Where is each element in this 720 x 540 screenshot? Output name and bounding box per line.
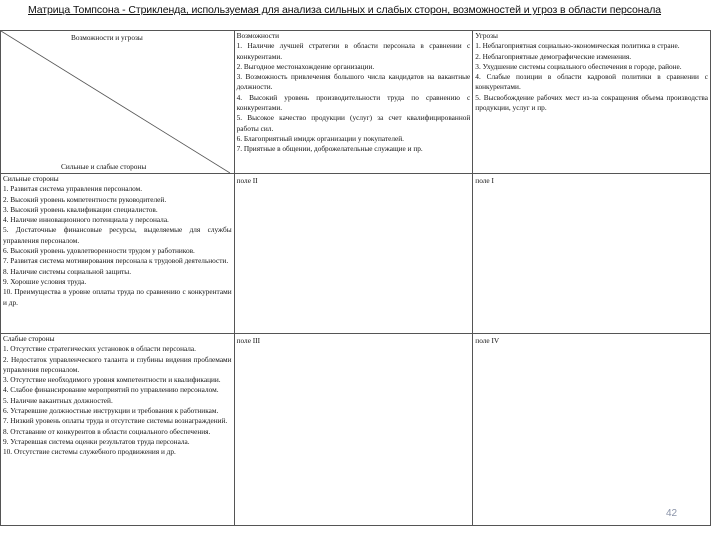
list-item: 3. Отсутствие необходимого уровня компетентности и квалификации. bbox=[3, 375, 221, 385]
list-item: 6. Устаревшие должностные инструкции и требования к работникам. bbox=[3, 406, 219, 416]
list-item: 10. Преимущества в уровне оплаты труда по сравнению с конкурентами и др. bbox=[3, 287, 232, 307]
list-item: 2. Недостаток управленческого таланта и глубины видения проблемами управления персоналом. bbox=[3, 354, 232, 374]
field-2-cell bbox=[234, 174, 473, 334]
weaknesses-row bbox=[1, 334, 711, 526]
weaknesses-cell bbox=[1, 334, 235, 526]
field-2-label: поле II bbox=[236, 176, 258, 185]
list-item: 1. Отсутствие стратегических установок в области персонала. bbox=[3, 344, 196, 354]
list-item: 7. Низкий уровень оплаты труда и отсутствие системы вознаграждений. bbox=[3, 416, 228, 426]
list-item: 4. Слабые позиции в области кадровой политики в сравнении с конкурентами. bbox=[475, 72, 708, 92]
page-title: Матрица Томпсона - Стрикленда, используемая для анализа сильных и слабых сторон, возможностей и угроз в области персонала bbox=[28, 4, 662, 16]
threats-cell bbox=[473, 31, 711, 174]
list-item: 3. Ухудшение системы социального обеспечения в городе, районе. bbox=[475, 61, 682, 71]
header-row bbox=[1, 31, 711, 174]
list-item: 10. Отсутствие системы служебного продвижения и др. bbox=[3, 447, 176, 457]
list-item: 2. Неблагоприятные демографические изменения. bbox=[475, 51, 632, 61]
field-1-label: поле I bbox=[475, 176, 494, 185]
list-item: 1. Развитая система управления персоналом. bbox=[3, 184, 143, 194]
field-3-label: поле III bbox=[236, 336, 261, 345]
list-item: 1. Неблагоприятная социально-экономическая политика в стране. bbox=[475, 41, 680, 51]
list-item: 4. Слабое финансирование мероприятий по управлению персоналом. bbox=[3, 385, 219, 395]
list-item: 7. Развитая система мотивирования персонала к трудовой деятельности. bbox=[3, 256, 229, 266]
diagonal-header-cell bbox=[1, 31, 235, 174]
list-item: 1. Наличие лучшей стратегии в области персонала в сравнении с конкурентами. bbox=[236, 41, 471, 61]
field-4-cell bbox=[473, 334, 711, 526]
list-item: 6. Высокий уровень удовлетворенности трудом у работников. bbox=[3, 246, 195, 256]
list-item: 5. Наличие вакантных должностей. bbox=[3, 395, 113, 405]
diag-bottom-label: Сильные и слабые стороны bbox=[61, 162, 147, 171]
list-item: 5. Высвобождение рабочих мест из-за сокращения объема производства продукции, услуг и пр. bbox=[475, 92, 708, 113]
diagonal-line bbox=[1, 31, 230, 173]
weaknesses-title: Слабые стороны bbox=[3, 334, 55, 343]
list-item: 9. Хорошие условия труда. bbox=[3, 276, 87, 286]
list-item: 4. Высокий уровень производительности труда по сравнению с конкурентами. bbox=[236, 92, 471, 113]
opportunities-cell bbox=[234, 31, 473, 174]
strengths-row bbox=[1, 174, 711, 334]
strengths-title: Сильные стороны bbox=[3, 174, 59, 183]
swot-matrix-table bbox=[0, 30, 711, 526]
list-item: 3. Возможность привлечения большого числа кандидатов на вакантные должности. bbox=[236, 72, 471, 92]
field-4-label: поле IV bbox=[475, 336, 500, 345]
list-item: 5. Достаточные финансовые ресурсы, выделяемые для службы управления персоналом. bbox=[3, 225, 232, 245]
page-number: 42 bbox=[666, 508, 678, 519]
list-item: 6. Благоприятный имидж организации у покупателей. bbox=[236, 133, 404, 143]
threats-title: Угрозы bbox=[475, 31, 498, 40]
strengths-cell bbox=[1, 174, 235, 334]
list-item: 2. Высокий уровень компетентности руководителей. bbox=[3, 194, 167, 204]
list-item: 4. Наличие инновационного потенциала у персонала. bbox=[3, 215, 169, 225]
list-item: 7. Приятные в общении, доброжелательные служащие и пр. bbox=[236, 144, 423, 154]
opportunities-title: Возможности bbox=[236, 31, 280, 40]
field-3-cell bbox=[234, 334, 473, 526]
list-item: 8. Наличие системы социальной защиты. bbox=[3, 266, 132, 276]
list-item: 8. Отставание от конкурентов в области социального обеспечения. bbox=[3, 426, 211, 436]
list-item: 3. Высокий уровень квалификации специалистов. bbox=[3, 204, 158, 214]
field-1-cell bbox=[473, 174, 711, 334]
list-item: 2. Выгодное местонахождение организации. bbox=[236, 61, 375, 71]
list-item: 5. Высокое качество продукции (услуг) за счет квалифицированной работы сил. bbox=[236, 113, 471, 133]
list-item: 9. Устаревшая система оценки результатов труда персонала. bbox=[3, 436, 190, 446]
diag-top-label: Возможности и угрозы bbox=[71, 33, 143, 42]
